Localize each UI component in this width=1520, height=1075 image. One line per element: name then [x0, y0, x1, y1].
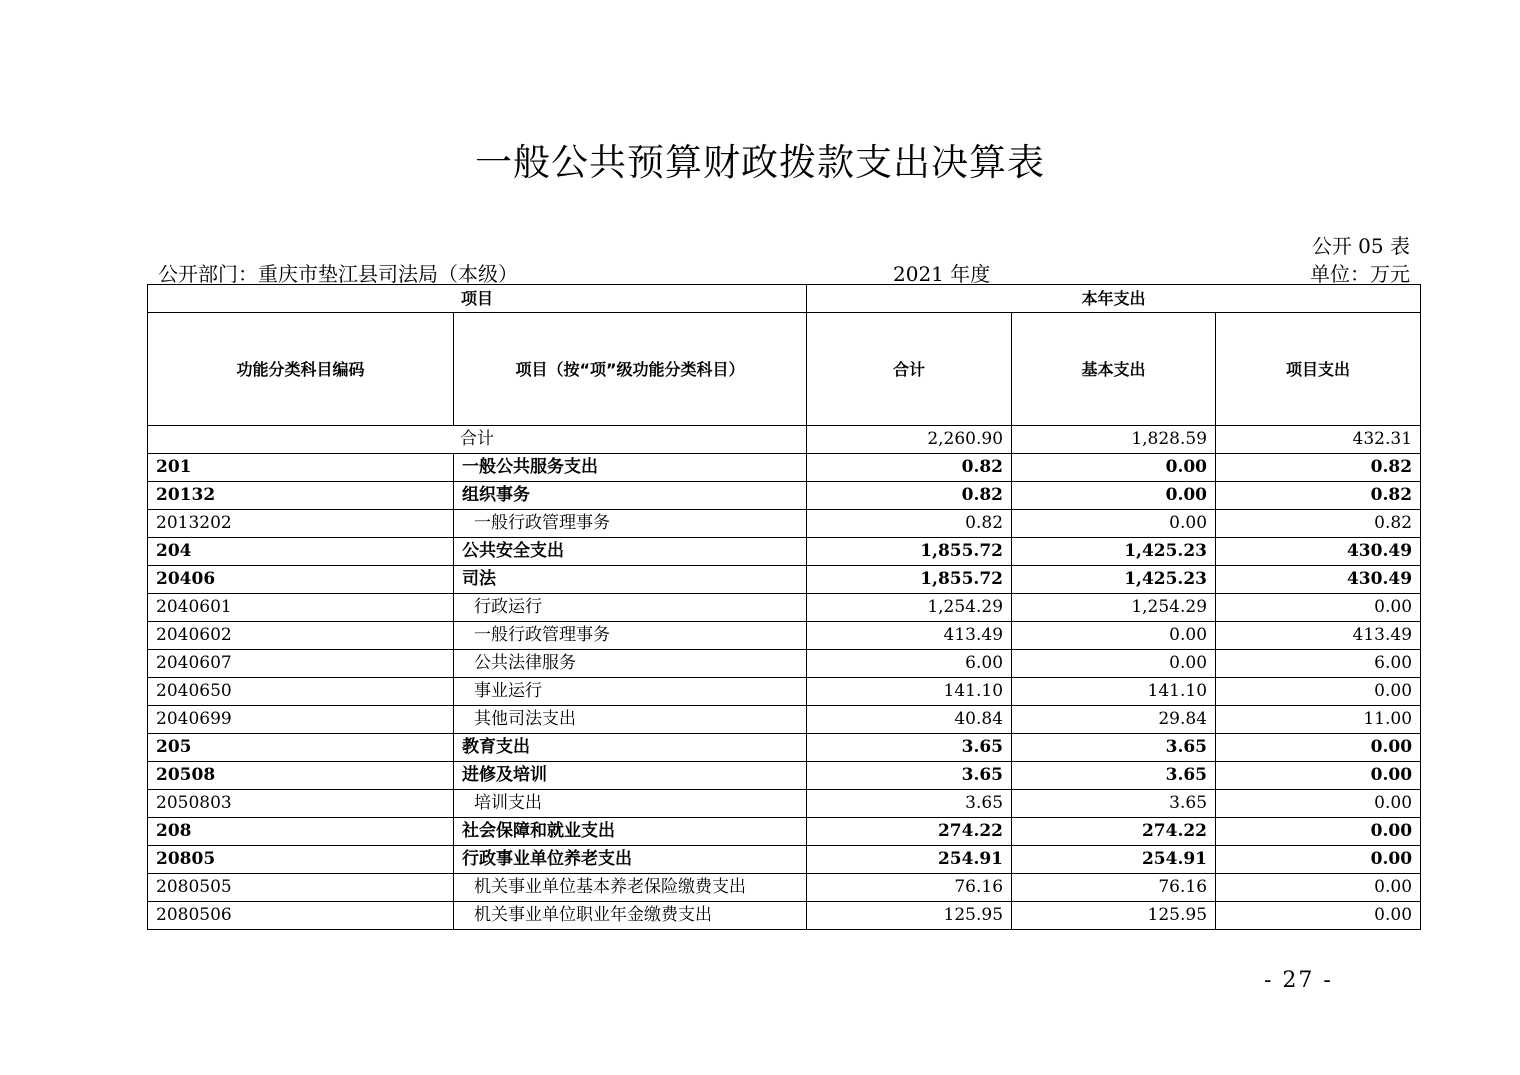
row-total: 0.82 [807, 482, 1012, 510]
row-total: 3.65 [807, 734, 1012, 762]
row-basic: 76.16 [1012, 874, 1216, 902]
row-name: 其他司法支出 [454, 706, 807, 734]
header-row-main [148, 285, 1421, 313]
row-project: 0.00 [1216, 846, 1421, 874]
budget-table [147, 284, 1421, 930]
row-name: 机关事业单位基本养老保险缴费支出 [454, 874, 807, 902]
table-row [148, 594, 1421, 622]
row-project: 0.00 [1216, 734, 1421, 762]
row-total: 413.49 [807, 622, 1012, 650]
row-code: 204 [148, 538, 454, 566]
table-row [148, 650, 1421, 678]
table-row [148, 678, 1421, 706]
row-total: 1,855.72 [807, 566, 1012, 594]
row-total: 1,254.29 [807, 594, 1012, 622]
row-project: 0.82 [1216, 482, 1421, 510]
row-basic: 3.65 [1012, 734, 1216, 762]
header-basic: 基本支出 [1012, 313, 1216, 426]
total-basic: 1,828.59 [1012, 426, 1216, 454]
page-title: 一般公共预算财政拨款支出决算表 [475, 141, 1045, 184]
row-total: 40.84 [807, 706, 1012, 734]
header-code: 功能分类科目编码 [148, 313, 454, 426]
row-total: 141.10 [807, 678, 1012, 706]
table-row [148, 538, 1421, 566]
row-name: 进修及培训 [454, 762, 807, 790]
header-project-expenditure: 项目支出 [1216, 313, 1421, 426]
table-row [148, 762, 1421, 790]
department-label: 公开部门：重庆市垫江县司法局（本级） [158, 262, 518, 286]
row-project: 0.82 [1216, 454, 1421, 482]
header-total: 合计 [807, 313, 1012, 426]
row-code: 20805 [148, 846, 454, 874]
row-name: 一般行政管理事务 [454, 622, 807, 650]
total-label: 合计 [148, 426, 807, 454]
row-project: 430.49 [1216, 538, 1421, 566]
row-project: 0.00 [1216, 874, 1421, 902]
table-row [148, 734, 1421, 762]
row-basic: 1,425.23 [1012, 538, 1216, 566]
table-row [148, 510, 1421, 538]
row-name: 一般公共服务支出 [454, 454, 807, 482]
row-project: 0.00 [1216, 594, 1421, 622]
row-name: 司法 [454, 566, 807, 594]
row-basic: 0.00 [1012, 650, 1216, 678]
table-body [148, 426, 1421, 930]
row-code: 20508 [148, 762, 454, 790]
row-project: 11.00 [1216, 706, 1421, 734]
table-row [148, 790, 1421, 818]
row-basic: 29.84 [1012, 706, 1216, 734]
row-code: 20132 [148, 482, 454, 510]
header-annual-expenditure: 本年支出 [807, 285, 1421, 313]
row-total: 3.65 [807, 762, 1012, 790]
row-project: 430.49 [1216, 566, 1421, 594]
row-name: 教育支出 [454, 734, 807, 762]
row-total: 0.82 [807, 510, 1012, 538]
header-item: 项目（按“项”级功能分类科目） [454, 313, 807, 426]
table-row [148, 846, 1421, 874]
row-total: 3.65 [807, 790, 1012, 818]
row-name: 组织事务 [454, 482, 807, 510]
row-name: 机关事业单位职业年金缴费支出 [454, 902, 807, 930]
row-basic: 254.91 [1012, 846, 1216, 874]
row-basic: 0.00 [1012, 482, 1216, 510]
row-project: 0.00 [1216, 902, 1421, 930]
table-row [148, 622, 1421, 650]
row-code: 208 [148, 818, 454, 846]
table-row [148, 818, 1421, 846]
row-code: 2040650 [148, 678, 454, 706]
table-row [148, 566, 1421, 594]
row-total: 6.00 [807, 650, 1012, 678]
row-code: 2040699 [148, 706, 454, 734]
row-name: 培训支出 [454, 790, 807, 818]
row-total: 1,855.72 [807, 538, 1012, 566]
row-basic: 0.00 [1012, 510, 1216, 538]
row-name: 行政运行 [454, 594, 807, 622]
row-name: 一般行政管理事务 [454, 510, 807, 538]
row-basic: 1,254.29 [1012, 594, 1216, 622]
row-total: 0.82 [807, 454, 1012, 482]
header-project: 项目 [148, 285, 807, 313]
row-project: 0.00 [1216, 762, 1421, 790]
table-row [148, 454, 1421, 482]
row-code: 2013202 [148, 510, 454, 538]
row-name: 行政事业单位养老支出 [454, 846, 807, 874]
row-basic: 3.65 [1012, 790, 1216, 818]
row-code: 205 [148, 734, 454, 762]
row-code: 2040602 [148, 622, 454, 650]
row-basic: 0.00 [1012, 622, 1216, 650]
row-name: 事业运行 [454, 678, 807, 706]
table-row [148, 874, 1421, 902]
table-row [148, 482, 1421, 510]
row-total: 125.95 [807, 902, 1012, 930]
row-basic: 274.22 [1012, 818, 1216, 846]
row-project: 0.00 [1216, 790, 1421, 818]
row-code: 2050803 [148, 790, 454, 818]
table-row [148, 706, 1421, 734]
row-project: 0.00 [1216, 678, 1421, 706]
row-project: 0.00 [1216, 818, 1421, 846]
row-basic: 0.00 [1012, 454, 1216, 482]
row-project: 6.00 [1216, 650, 1421, 678]
total-row [148, 426, 1421, 454]
row-total: 274.22 [807, 818, 1012, 846]
row-code: 20406 [148, 566, 454, 594]
total-total: 2,260.90 [807, 426, 1012, 454]
row-name: 公共法律服务 [454, 650, 807, 678]
row-name: 公共安全支出 [454, 538, 807, 566]
row-code: 201 [148, 454, 454, 482]
row-project: 0.82 [1216, 510, 1421, 538]
total-project: 432.31 [1216, 426, 1421, 454]
row-code: 2040607 [148, 650, 454, 678]
row-project: 413.49 [1216, 622, 1421, 650]
table-row [148, 902, 1421, 930]
row-code: 2080506 [148, 902, 454, 930]
row-code: 2080505 [148, 874, 454, 902]
row-name: 社会保障和就业支出 [454, 818, 807, 846]
row-basic: 3.65 [1012, 762, 1216, 790]
header-row-sub [148, 313, 1421, 426]
page-number: - 27 - [1264, 968, 1333, 993]
year-label: 2021 年度 [893, 262, 991, 286]
row-total: 76.16 [807, 874, 1012, 902]
row-basic: 125.95 [1012, 902, 1216, 930]
row-basic: 1,425.23 [1012, 566, 1216, 594]
row-code: 2040601 [148, 594, 454, 622]
unit-label: 单位：万元 [1310, 262, 1410, 286]
row-basic: 141.10 [1012, 678, 1216, 706]
table-number: 公开 05 表 [1311, 234, 1410, 258]
row-total: 254.91 [807, 846, 1012, 874]
